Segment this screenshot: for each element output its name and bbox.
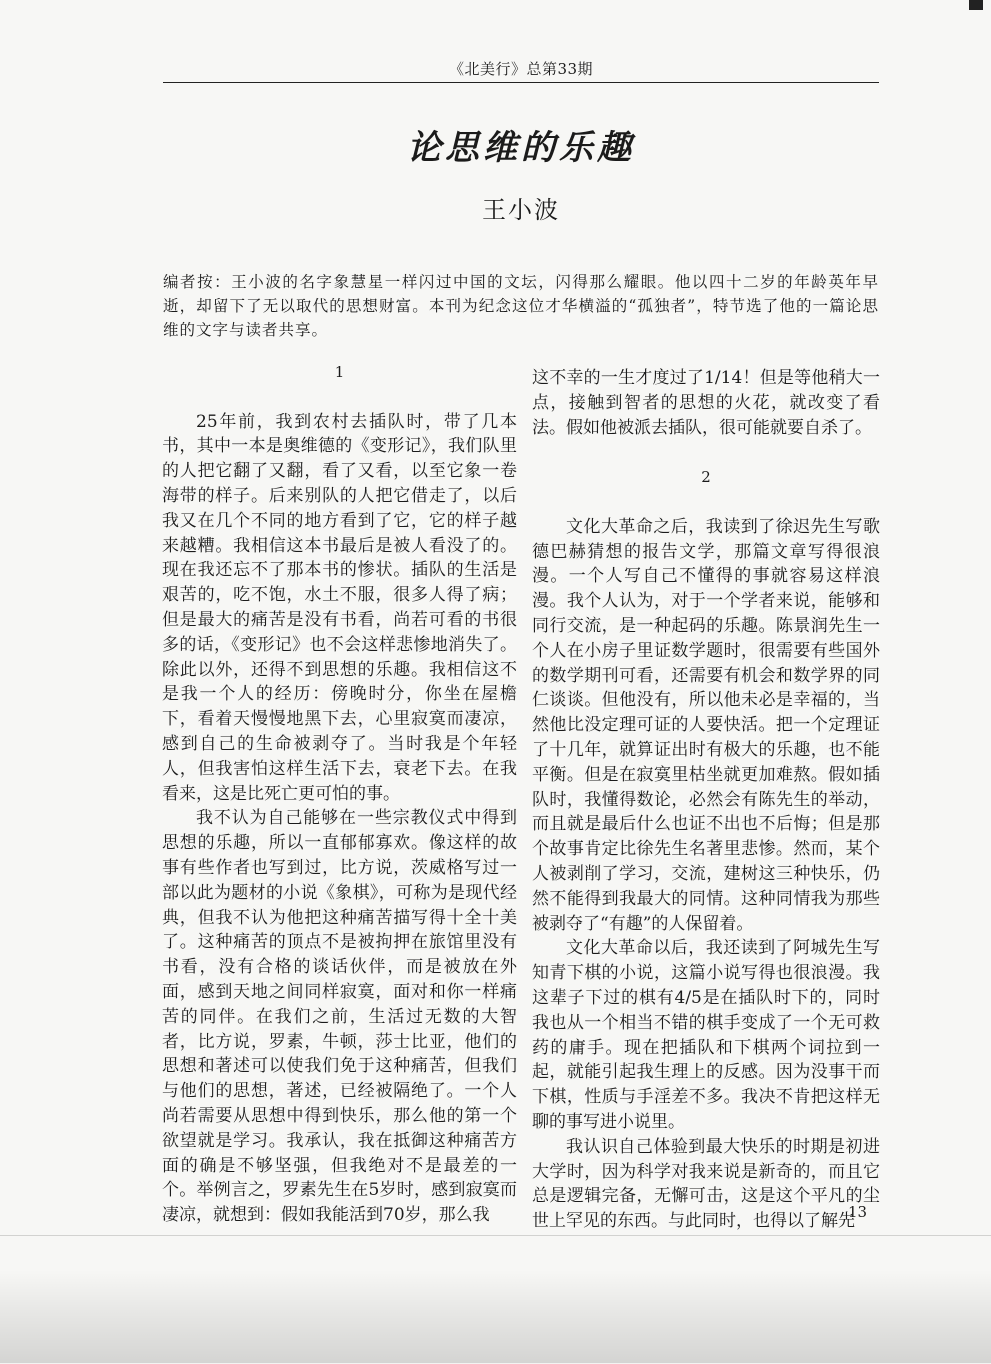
right-column [532,366,880,1234]
left-column [162,360,517,1228]
paragraph: 文化大革命之后，我读到了徐迟先生写歌德巴赫猜想的报告文学，那篇文章写得很浪漫。一个人写自己不懂得的事就容易这样浪漫。我个人认为，对于一个学者来说，能够和同行交流，是一种起码的乐趣。陈景润先生一个人在小房子里证数学题时，很需要有些国外的数学期刊可看，还需要有机会和数学界的同仁谈谈。但他没有，所以他未必是幸福的，当然他比没定理可证的人要快活。把一个定理证了十几年，就算证出时有极大的乐趣，也不能平衡。但是在寂寞里枯坐就更加难熬。假如插队时，我懂得数论，必然会有陈先生的举动，而且就是最后什么也证不出也不后悔；但是那个故事肯定比徐先生名著里悲惨。然而，某个人被剥削了学习，交流，建树这三种快乐，仍然不能得到我最大的同情。这种同情我为那些被剥夺了“有趣”的人保留着。 [532,516,880,934]
paragraph: 文化大革命以后，我还读到了阿城先生写知青下棋的小说，这篇小说写得也很浪漫。我这辈子下过的棋有4/5是在插队时下的，同时我也从一个相当不错的棋手变成了一个无可救药的庸手。现在把插队和下棋两个词拉到一起，就能引起我生理上的反感。因为没事干而下棋，性质与手淫差不多。我决不肯把这样无聊的事写进小说里。 [532,938,880,1132]
editor-note: 编者按：王小波的名字象慧星一样闪过中国的文坛，闪得那么耀眼。他以四十二岁的年龄英年早逝，却留下了无以取代的思想财富。本刊为纪念这位才华横溢的“孤独者”，特节选了他的一篇论思维的文字与读者共享。 [163,273,879,339]
paragraph: 25年前，我到农村去插队时，带了几本书，其中一本是奥维德的《变形记》，我们队里的人把它翻了又翻，看了又看，以至它象一卷海带的样子。后来别队的人把它借走了，以后我又在几个不同的地方看到了它，它的样子越来越糟。我相信这本书最后是被人看没了的。现在我还忘不了那本书的惨状。插队的生活是艰苦的，吃不饱，水土不服，很多人得了病；但是最大的痛苦是没有书看，尚若可看的书很多的话，《变形记》也不会这样悲惨地消失了。除此以外，还得不到思想的乐趣。我相信这不是我一个人的经历：傍晚时分，你坐在屋檐下，看着天慢慢地黑下去，心里寂寞而凄凉，感到自己的生命被剥夺了。当时我是个年轻人，但我害怕这样生活下去，衰老下去。在我看来，这是比死亡更可怕的事。 [162,411,517,804]
header-rule [163,82,879,83]
article-author: 王小波 [482,196,560,224]
section-number-2: 2 [701,468,711,487]
section-number-1: 1 [334,363,345,381]
article-title: 论思维的乐趣 [407,128,635,168]
scan-shadow [0,1270,991,1363]
page-number: 13 [848,1203,868,1221]
paragraph-continuation: 这不幸的一生才度过了1/14！但是等他稍大一点，接触到智者的思想的火花，就改变了看法。假如他被派去插队，很可能就要自杀了。 [532,368,880,438]
scan-corner-mark [969,0,983,10]
paragraph: 我不认为自己能够在一些宗教仪式中得到思想的乐趣，所以一直郁郁寡欢。像这样的故事有些作者也写到过，比方说，茨威格写过一部以此为题材的小说《象棋》，可称为是现代经典，但我不认为他把这种痛苦描写得十全十美了。这种痛苦的顶点不是被拘押在旅馆里没有书看，没有合格的谈话伙伴，而是被放在外面，感到天地之间同样寂寞，面对和你一样痛苦的同伴。在我们之前，生活过无数的大智者，比方说，罗素，牛顿，莎士比亚，他们的思想和著述可以使我们免于这种痛苦，但我们与他们的思想，著述，已经被隔绝了。一个人尚若需要从思想中得到快乐，那么他的第一个欲望就是学习。我承认，我在抵御这种痛苦方面的确是不够坚强，但我绝对不是最差的一个。举例言之，罗素先生在5岁时，感到寂寞而凄凉，就想到：假如我能活到70岁，那么我 [162,808,517,1226]
running-header: 《北美行》总第33期 [448,60,594,78]
paragraph: 我认识自己体验到最大快乐的时期是初进大学时，因为科学对我来说是新奇的，而且它总是逻辑完备，无懈可击，这是这个平凡的尘世上罕见的东西。与此同时，也得以了解先 [532,1136,880,1232]
